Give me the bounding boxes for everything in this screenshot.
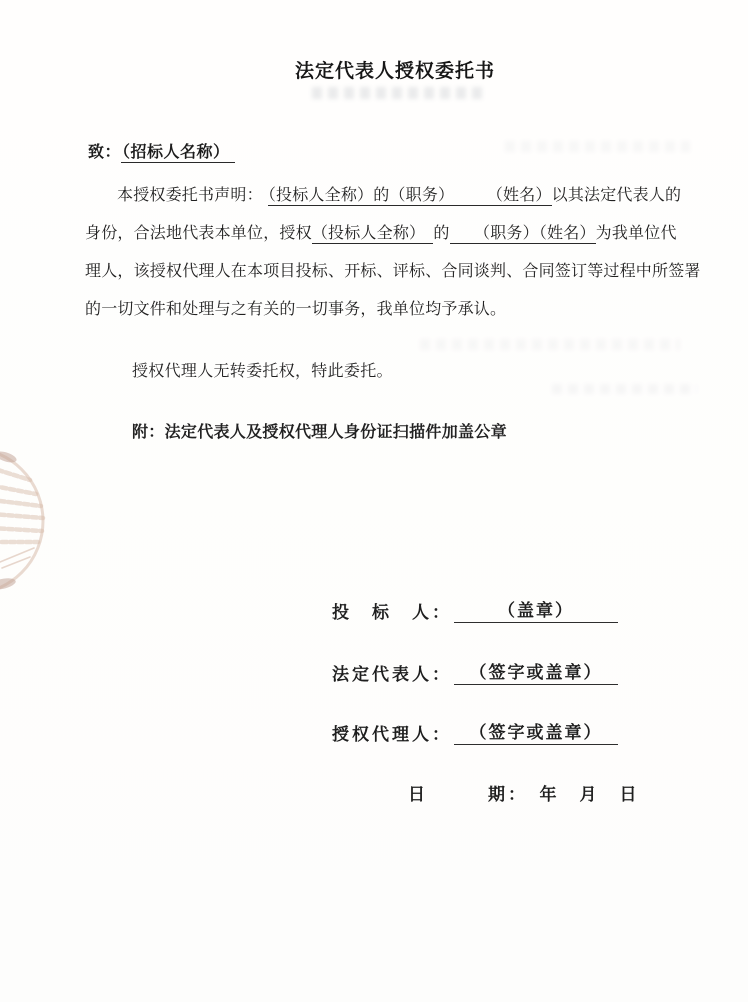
ink-bleedthrough-smudge: [552, 384, 697, 394]
line2-tail: 为我单位代: [595, 225, 677, 242]
addressee-line: [88, 139, 235, 162]
ink-bleedthrough-smudge: [312, 87, 482, 99]
line2-mid: 的: [433, 225, 450, 242]
no-transfer-statement: 授权代理人无转委托权，特此委托。: [132, 363, 393, 380]
line1-fill-in-blank: （投标人全称）的（职务） （姓名）: [267, 187, 552, 204]
declaration-line-3: 理人，该授权代理人在本项目投标、开标、评标、合同谈判、合同签订等过程中所签署: [85, 263, 701, 280]
document-title: 法定代表人授权委托书: [294, 61, 495, 82]
addressee-name-blank: （招标人名称）: [121, 144, 235, 163]
ink-bleedthrough-smudge: [505, 141, 690, 152]
signature-row-bidder: [332, 596, 618, 623]
signature-row-legal-representative: [332, 658, 618, 685]
ink-bleedthrough-smudge: [420, 339, 680, 350]
declaration-paragraph: [85, 177, 710, 329]
authorized-agent-signature-blank: （签字或盖章）: [454, 718, 618, 745]
declaration-line-4: 的一切文件和处理与之有关的一切事务，我单位均予承认。: [85, 301, 507, 318]
declaration-line-1: [117, 177, 710, 215]
line2-lead: 身份，合法地代表本单位，授权: [85, 225, 312, 242]
signature-row-authorized-agent: [332, 718, 618, 745]
bidder-signature-blank: （盖章）: [454, 596, 618, 623]
line1-tail: 以其法定代表人的: [551, 187, 682, 204]
bidder-label: 投 标 人：: [332, 603, 452, 622]
line2-fill-in-blank-2: （职务）（姓名）: [449, 225, 596, 242]
authorized-agent-label: 授权代理人：: [332, 725, 452, 744]
declaration-line-2: [85, 215, 710, 253]
legal-representative-signature-blank: （签字或盖章）: [454, 658, 618, 685]
addressee-prefix: 致：: [88, 144, 122, 161]
legal-representative-label: 法定代表人：: [332, 665, 452, 684]
date-line: 日 期： 年 月 日: [408, 785, 640, 804]
attachment-note: 附：法定代表人及授权代理人身份证扫描件加盖公章: [132, 424, 507, 441]
line2-fill-in-blank-1: （投标人全称）: [311, 225, 434, 242]
line1-lead: 本授权委托书声明：: [117, 187, 263, 204]
partial-seal-stamp-icon: [0, 436, 52, 606]
